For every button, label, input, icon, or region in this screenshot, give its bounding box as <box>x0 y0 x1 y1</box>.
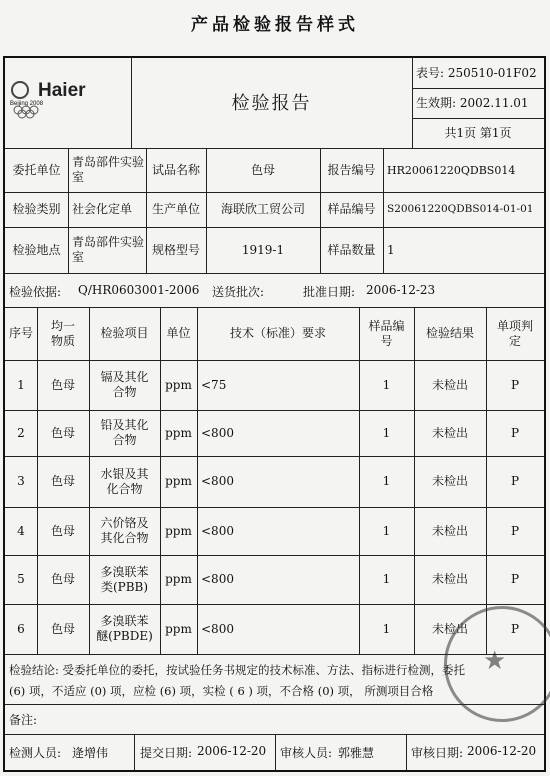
basis-value: Q/HR0603001-2006 <box>78 283 200 297</box>
client-value: 青岛部件实验室 <box>72 155 145 184</box>
col-header-unit: 单位 <box>166 326 191 340</box>
col-header-no: 序号 <box>8 326 33 340</box>
logo-subtitle: Beijing 2008 <box>10 101 44 107</box>
location-value: 青岛部件实验室 <box>72 235 145 264</box>
review-date-value: 2006-12-20 <box>467 744 537 758</box>
col-header-requirement: 技术（标准）要求 <box>229 326 326 340</box>
tester-label: 检测人员: <box>9 746 62 760</box>
col-header-item: 检验项目 <box>100 326 149 340</box>
row-result: 未检出 <box>431 572 468 586</box>
row-material: 色母 <box>50 377 75 392</box>
qty-label: 样品数量 <box>327 242 376 257</box>
effective-date: 生效期: 2002.11.01 <box>416 95 529 110</box>
reviewer-value: 郭雅慧 <box>338 746 375 760</box>
batch-label: 送货批次: <box>212 285 265 299</box>
row-item: 多溴联苯类(PBB) <box>100 564 149 594</box>
qty-value: 1 <box>387 242 395 257</box>
row-item: 镉及其化合物 <box>100 370 149 399</box>
row-material: 色母 <box>50 425 75 440</box>
row-judgement: P <box>510 377 520 392</box>
row-unit: ppm <box>165 377 192 392</box>
row-sample-no: 1 <box>382 523 391 538</box>
test-type-label: 检验类别 <box>12 202 61 216</box>
page-title: 产品检验报告样式 <box>191 15 359 35</box>
row-sample-no: 1 <box>382 425 391 440</box>
row-result: 未检出 <box>431 425 468 440</box>
row-result: 未检出 <box>431 523 468 538</box>
row-judgement: P <box>510 523 520 538</box>
col-header-result: 检验结果 <box>425 326 474 340</box>
spec-value: 1919-1 <box>241 242 285 257</box>
row-requirement: <800 <box>201 572 234 586</box>
form-number: 表号: 250510-01F02 <box>416 65 537 80</box>
row-material: 色母 <box>50 523 75 538</box>
report-title: 检验报告 <box>231 92 312 114</box>
row-requirement: <800 <box>201 621 234 636</box>
submit-date-value: 2006-12-20 <box>197 744 267 758</box>
row-result: 未检出 <box>431 474 468 488</box>
sample-no-value: S20061220QDBS014-01-01 <box>387 203 534 215</box>
approve-value: 2006-12-23 <box>366 283 436 297</box>
conclusion-line-1: 检验结论: 受委托单位的委托，按试验任务书规定的技术标准、方法、指标进行检测，委托 <box>9 663 466 677</box>
row-material: 色母 <box>50 474 75 488</box>
report-no-label: 报告编号 <box>327 162 376 177</box>
remark-label: 备注: <box>9 713 38 727</box>
reviewer-label: 审核人员: <box>280 746 333 760</box>
row-unit: ppm <box>165 621 192 636</box>
test-type-value: 社会化定单 <box>72 202 133 216</box>
row-material: 色母 <box>50 621 75 636</box>
row-sample-no: 1 <box>382 377 391 392</box>
row-material: 色母 <box>50 572 75 586</box>
row-judgement: P <box>510 474 520 488</box>
tester-value: 逄增伟 <box>72 746 109 760</box>
row-sample-no: 1 <box>382 474 391 488</box>
row-requirement: <75 <box>201 377 227 392</box>
row-judgement: P <box>510 621 520 636</box>
report-no-value: HR20061220QDBS014 <box>387 163 516 177</box>
row-no: 1 <box>17 377 25 392</box>
row-no: 6 <box>17 621 25 636</box>
row-item: 水银及其化合物 <box>100 466 149 496</box>
row-result: 未检出 <box>431 621 468 636</box>
row-item: 多溴联苯醚(PBDE) <box>96 614 153 643</box>
submit-date-label: 提交日期: <box>140 746 193 760</box>
sample-name-label: 试品名称 <box>151 162 200 177</box>
basis-label: 检验依据: <box>9 285 62 299</box>
sample-no-label: 样品编号 <box>327 202 376 216</box>
client-label: 委托单位 <box>12 162 61 177</box>
haier-logo <box>8 68 108 128</box>
conclusion-line-2: (6) 项，不适应 (0) 项，应检 (6) 项，实检 ( 6 ) 项，不合格 (0) 项， 所测项目合格 <box>9 684 434 698</box>
row-unit: ppm <box>165 474 192 488</box>
row-requirement: <800 <box>201 523 234 538</box>
producer-value: 海联欣工贸公司 <box>220 202 305 216</box>
spec-label: 规格型号 <box>151 242 200 257</box>
col-header-judgement: 单项判定 <box>496 318 533 348</box>
row-judgement: P <box>510 572 520 586</box>
row-sample-no: 1 <box>382 572 391 586</box>
page-count: 共1页 第1页 <box>444 125 512 140</box>
row-unit: ppm <box>165 425 192 440</box>
row-judgement: P <box>510 425 520 440</box>
row-no: 5 <box>17 572 25 586</box>
sample-name-value: 色母 <box>250 162 275 177</box>
row-unit: ppm <box>165 523 192 538</box>
brand-name: Haier <box>38 80 86 101</box>
approve-label: 批准日期: <box>303 285 356 299</box>
row-requirement: <800 <box>201 474 234 488</box>
review-date-label: 审核日期: <box>411 746 464 760</box>
row-item: 六价铬及其化合物 <box>100 516 149 545</box>
col-header-material: 均一物质 <box>50 318 75 348</box>
row-no: 3 <box>17 474 25 488</box>
seal-star-icon: ★ <box>483 646 507 676</box>
col-header-sample-no: 样品编号 <box>368 318 405 348</box>
row-requirement: <800 <box>201 425 234 440</box>
row-no: 4 <box>17 523 25 538</box>
row-result: 未检出 <box>431 377 468 392</box>
row-no: 2 <box>17 425 25 440</box>
row-item: 铅及其化合物 <box>100 418 149 447</box>
location-label: 检验地点 <box>12 242 61 257</box>
producer-label: 生产单位 <box>151 202 200 216</box>
row-sample-no: 1 <box>382 621 391 636</box>
row-unit: ppm <box>165 572 192 586</box>
